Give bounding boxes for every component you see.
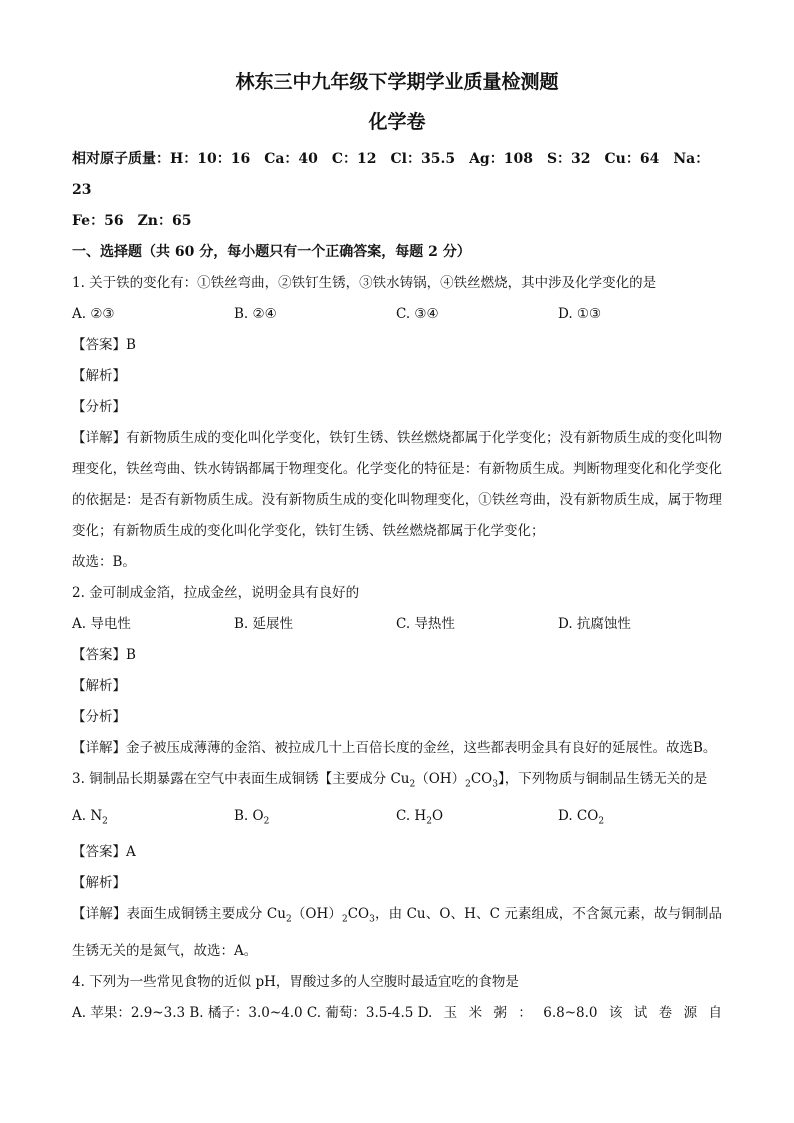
- question-3-stem: 3. 铜制品长期暴露在空气中表面生成铜锈【主要成分 $Cu_2(OH)_2CO_3$】，下列物质与铜制品生锈无关的是: [72, 771, 708, 790]
- word-10: 自: [708, 1005, 722, 1022]
- atomic-masses-line-1: 相对原子质量：H：10：16 Ca：40 C：12 Cl：35.5 Ag：108 S：32 Cu：64 Na：23: [72, 151, 710, 198]
- question-3-answer: 【答案】A: [72, 844, 136, 861]
- question-3-detail: 【详解】表面生成铜锈主要成分 $Cu_2(OH)_2CO_3$，由 Cu、O、H、C 元素组成，不含氮元素，故与铜制品生锈无关的是氮气，故选：A。: [72, 906, 722, 960]
- question-4-stem: 4. 下列为一些常见食物的近似 pH，胃酸过多的人空腹时最适宜吃的食物是: [72, 974, 519, 991]
- question-4-options: [72, 998, 722, 1029]
- word-5: 6.8~8.0: [543, 1005, 598, 1022]
- question-1-fenxi-label: 【分析】: [72, 399, 126, 415]
- atomic-masses-line-2: Fe：56 Zn：65: [72, 213, 192, 229]
- option-b: B. $O_2$: [234, 807, 270, 827]
- option-a: A. 导电性: [72, 616, 131, 632]
- question-1-options: [72, 299, 722, 330]
- option-d: D. ①③: [558, 306, 602, 322]
- word-1: 玉: [443, 1005, 458, 1022]
- option-c: C. ③④: [396, 306, 439, 322]
- word-2: 米: [468, 1005, 483, 1022]
- question-2-analysis-label: 【解析】: [72, 678, 126, 694]
- option-d: D. $CO_2$: [558, 807, 605, 827]
- option-d: D. 抗腐蚀性: [558, 616, 631, 632]
- word-4: ：: [518, 1005, 532, 1022]
- word-7: 试: [633, 1005, 648, 1022]
- option-b: B. ②④: [234, 306, 277, 322]
- question-2-fenxi-label: 【分析】: [72, 709, 126, 725]
- option-c: C. $H_2O$: [396, 807, 444, 827]
- question-1-answer: 【答案】B: [72, 337, 136, 353]
- question-1-detail: 【详解】有新物质生成的变化叫化学变化，铁钉生锈、铁丝燃烧都属于化学变化；没有新物质生成的变化叫物理变化，铁丝弯曲、铁水铸锅都属于物理变化。化学变化的特征是：有新物质生成。判断物理变化和化学变化的依据是：是否有新物质生成。没有新物质生成的变化叫物理变化，①铁丝弯曲，没有新物质生成，属于物理变化；有新物质生成的变化叫化学变化，铁钉生锈、铁丝燃烧都属于化学变化；: [72, 430, 722, 539]
- option-c: C. 导热性: [396, 616, 455, 632]
- option-a: A. $N_2$: [72, 807, 108, 827]
- option-b: B. 延展性: [234, 616, 294, 632]
- question-1-analysis-label: 【解析】: [72, 368, 126, 384]
- word-8: 卷: [658, 1005, 673, 1022]
- question-2-stem: 2. 金可制成金箔，拉成金丝，说明金具有良好的: [72, 585, 360, 601]
- question-2-answer: 【答案】B: [72, 647, 136, 663]
- question-3-options: [72, 801, 722, 838]
- question-3-analysis-label: 【解析】: [72, 875, 126, 892]
- atomic-masses: [72, 144, 722, 237]
- question-4-options-left: A. 苹果：2.9~3.3 B. 橘子：3.0~4.0 C. 葡萄：3.5-4.5 D.: [72, 1005, 433, 1022]
- option-a: A. ②③: [72, 306, 115, 322]
- page-subtitle: 化学卷: [368, 111, 426, 133]
- page-title: 林东三中九年级下学期学业质量检测题: [235, 71, 559, 93]
- question-1-choice: 故选：B。: [72, 554, 136, 570]
- word-6: 该: [608, 1005, 623, 1022]
- section-heading: 一、选择题（共 60 分，每小题只有一个正确答案，每题 2 分）: [72, 244, 471, 260]
- question-2-options: [72, 609, 722, 640]
- word-3: 粥: [493, 1005, 507, 1022]
- question-2-detail: 【详解】金子被压成薄薄的金箔、被拉成几十上百倍长度的金丝，这些都表明金具有良好的延展性。故选B。: [72, 740, 717, 756]
- word-9: 源: [683, 1005, 698, 1022]
- question-1-stem: 1. 关于铁的变化有：①铁丝弯曲，②铁钉生锈，③铁水铸锅，④铁丝燃烧，其中涉及化学变化的是: [72, 275, 657, 291]
